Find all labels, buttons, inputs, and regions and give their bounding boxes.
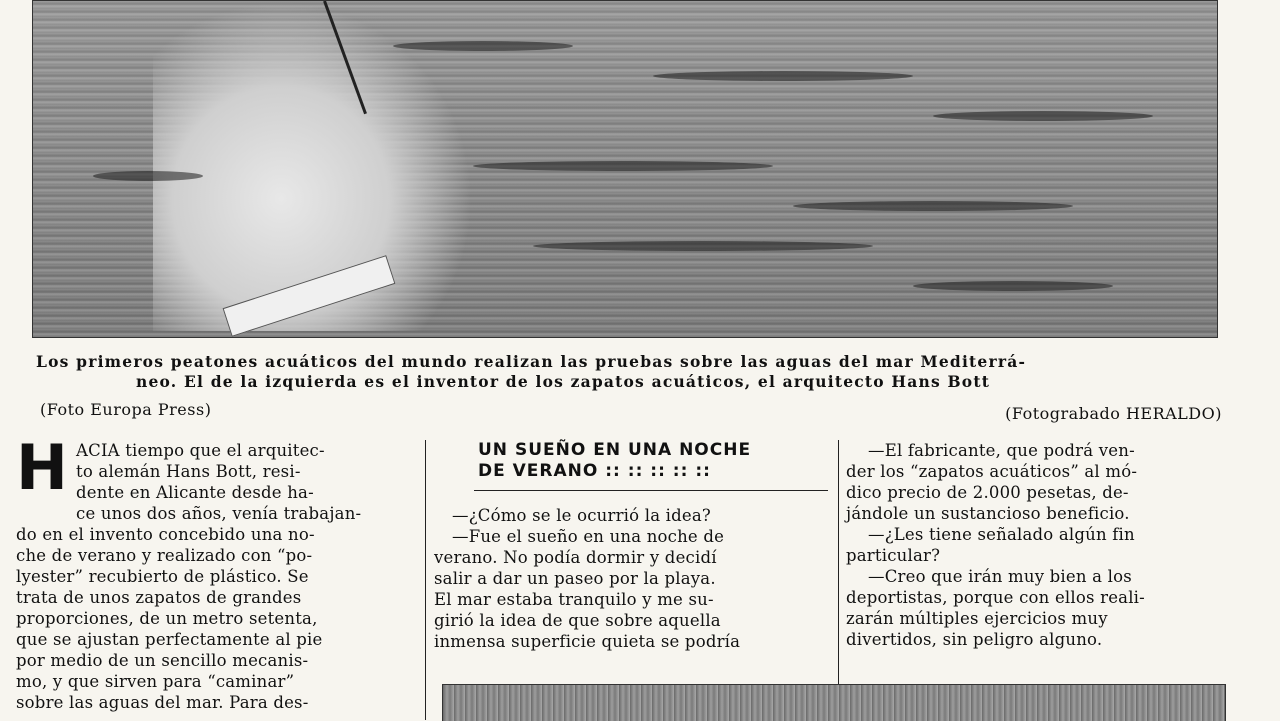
photo-wave [653,71,913,81]
photo-credit: (Foto Europa Press) [40,400,212,419]
text-line: dico precio de 2.000 pesetas, de- [846,483,1129,502]
text-line: sobre las aguas del mar. Para des- [16,693,309,712]
text-line: ce unos dos años, venía trabajan- [76,504,362,523]
text-line: particular? [846,546,941,565]
text-line: do en el invento concebido una no- [16,525,315,544]
article-column-2 [434,440,830,652]
text-line: por medio de un sencillo mecanis- [16,651,309,670]
column-divider [425,440,426,720]
photo-caption [36,352,1226,392]
heading-line: UN SUEÑO EN UNA NOCHE [478,440,752,460]
photo-wave [393,41,573,51]
text-line: proporciones, de un metro setenta, [16,609,318,628]
text-line: trata de unos zapatos de grandes [16,588,302,607]
text-line: —Fue el sueño en una noche de [452,527,725,546]
text-line: —El fabricante, que podrá ven- [868,441,1135,460]
text-line: verano. No podía dormir y decidí [434,548,717,567]
article-column-3 [846,440,1242,650]
photo-wave [793,201,1073,211]
text-line: divertidos, sin peligro alguno. [846,630,1103,649]
engraving-credit: (Fotograbado HERALDO) [1005,404,1222,423]
section-heading [478,440,830,482]
text-line: girió la idea de que sobre aquella [434,611,721,630]
text-line: dente en Alicante desde ha- [76,483,314,502]
heading-line: DE VERANO :: :: :: :: :: [478,461,711,481]
text-line: El mar estaba tranquilo y me su- [434,590,714,609]
text-line: deportistas, porque con ellos reali- [846,588,1145,607]
photo-wave [913,281,1113,291]
text-line: che de verano y realizado con “po- [16,546,313,565]
text-line: mo, y que sirven para “caminar” [16,672,295,691]
top-photo [32,0,1218,338]
bottom-photo [442,684,1226,721]
text-line: inmensa superficie quieta se podría [434,632,741,651]
photo-wave [473,161,773,171]
drop-cap: H [16,431,69,504]
article-column-1 [16,431,416,713]
heading-rule [474,490,828,491]
text-line: —¿Cómo se le ocurrió la idea? [452,506,711,525]
caption-line: neo. El de la izquierda es el inventor de los zapatos acuáticos, el arquitecto Hans Bott [136,372,991,391]
text-line: lyester” recubierto de plástico. Se [16,567,309,586]
column-divider [838,440,839,720]
text-line: to alemán Hans Bott, resi- [76,462,301,481]
text-line: que se ajustan perfectamente al pie [16,630,323,649]
photo-wave [93,171,203,181]
photo-wave [933,111,1153,121]
text-line: salir a dar un paseo por la playa. [434,569,716,588]
text-line: der los “zapatos acuáticos” al mó- [846,462,1138,481]
text-line: zarán múltiples ejercicios muy [846,609,1108,628]
text-line: ACIA tiempo que el arquitec- [76,441,325,460]
photo-wave [533,241,873,251]
caption-line: Los primeros peatones acuáticos del mundo realizan las pruebas sobre las aguas del mar Mediterrá- [36,352,1027,371]
text-line: —¿Les tiene señalado algún fin [868,525,1135,544]
text-line: —Creo que irán muy bien a los [868,567,1132,586]
text-line: jándole un sustancioso beneficio. [846,504,1130,523]
